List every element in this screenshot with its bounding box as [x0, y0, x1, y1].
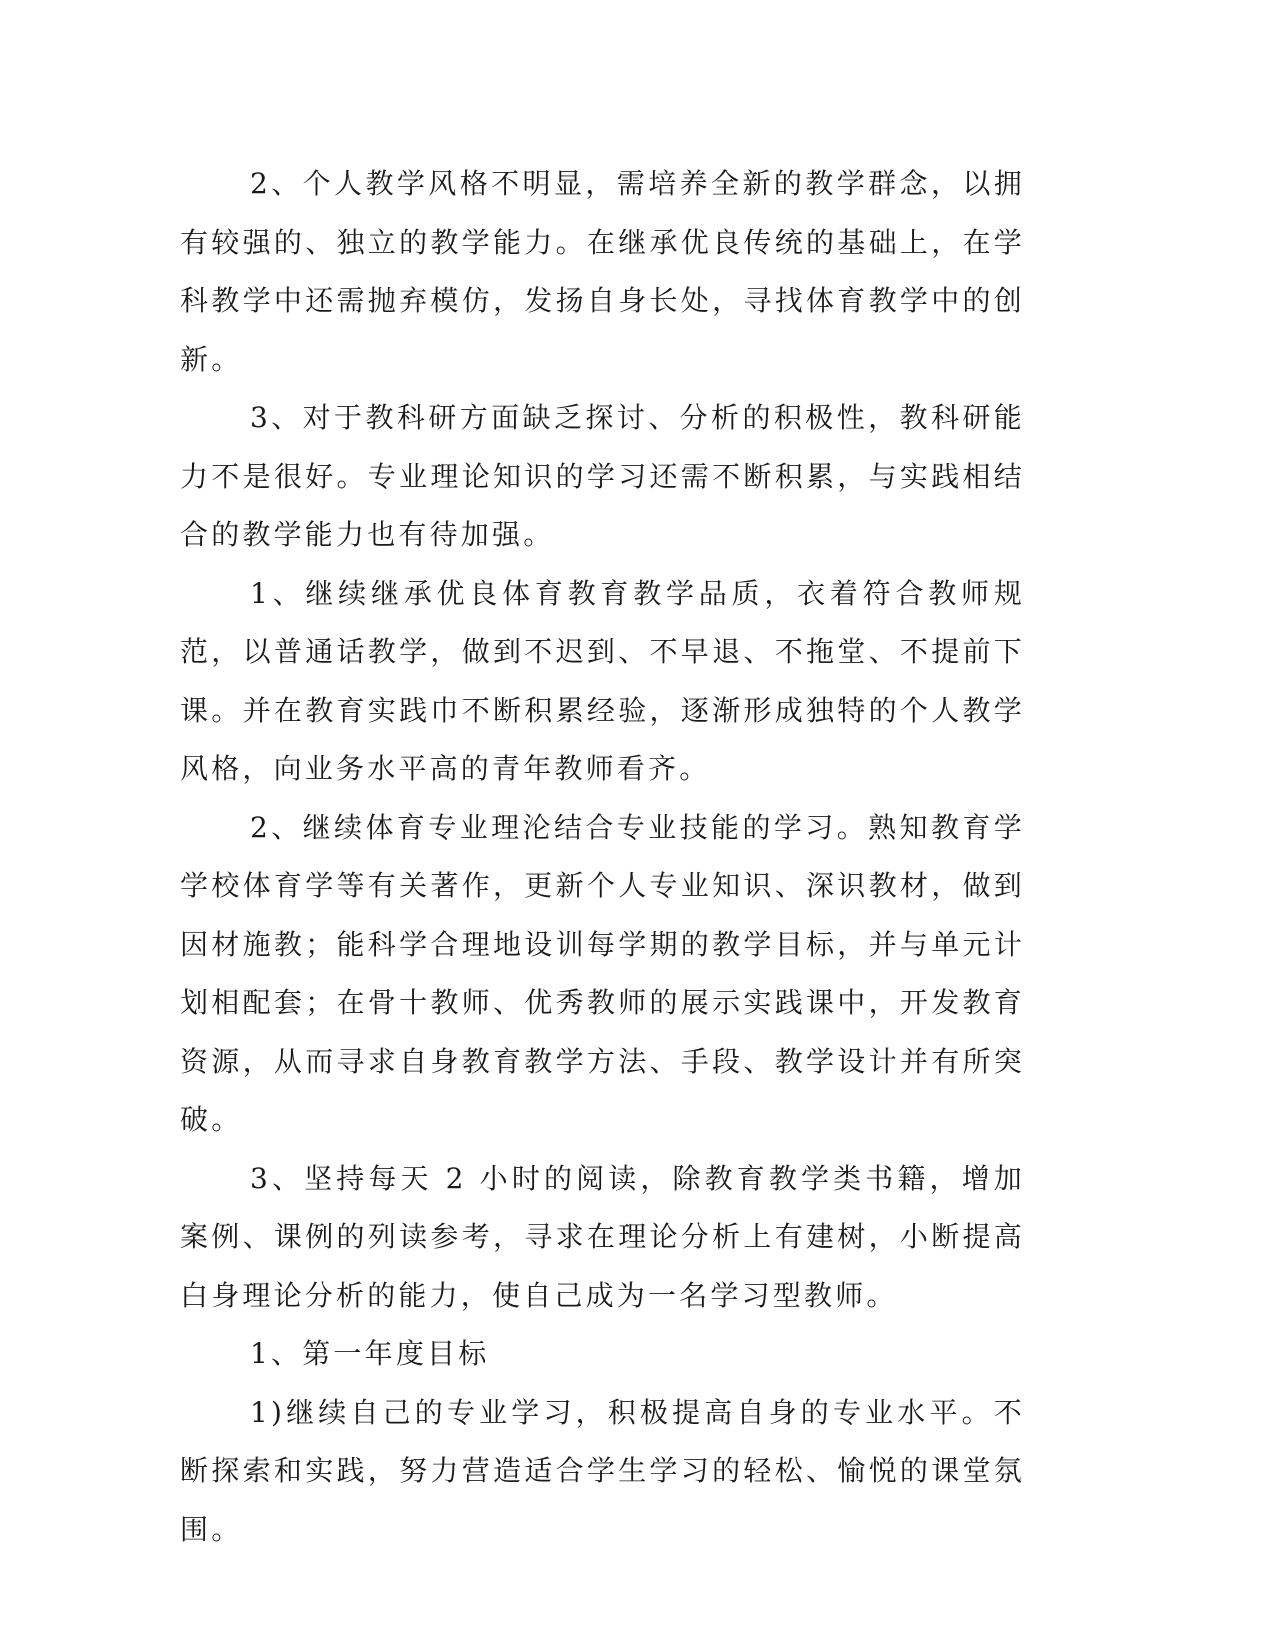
paragraph-1: 2、个人教学风格不明显，需培养全新的教学群念，以拥有较强的、独立的教学能力。在继承优良传统的基础上，在学科教学中还需抛弃模仿，发扬自身长处，寻找体育教学中的创新。: [180, 167, 1025, 376]
paragraph-4: 2、继续体育专业理沦结合专业技能的学习。熟知教育学学校体育学等有关著作，更新个人专业知识、深识教材，做到因材施教；能科学合理地设训每学期的教学目标，并与单元计划相配套；在骨十教师、优秀教师的展示实践课中，开发教育资源，从而寻求自身教育教学方法、手段、教学设计并有所突破。: [180, 810, 1025, 1136]
paragraph-7: 1)继续自己的专业学习，积极提高自身的专业水平。不断探索和实践，努力营造适合学生学习的轻松、愉悦的课堂氛围。: [180, 1395, 1025, 1546]
paragraph-3: 1、继续继承优良体育教育教学品质，衣着符合教师规范，以普通话教学，做到不迟到、不早退、不拖堂、不提前下课。并在教育实践巾不断积累经验，逐渐形成独特的个人教学风格，向业务水平高的青年教师看齐。: [180, 576, 1025, 785]
paragraph-2: 3、对于教科研方面缺乏探讨、分析的积极性，教科研能力不是很好。专业理论知识的学习还需不断积累，与实践相结合的教学能力也有待加强。: [180, 401, 1025, 551]
document-page: [180, 155, 1025, 1559]
paragraph-5: 3、坚持每天 2 小时的阅读，除教育教学类书籍，增加案例、课例的列读参考，寻求在理论分析上有建树，小断提高白身理论分析的能力，使自己成为一名学习型教师。: [180, 1161, 1025, 1312]
paragraph-6: 1、第一年度目标: [250, 1337, 490, 1370]
